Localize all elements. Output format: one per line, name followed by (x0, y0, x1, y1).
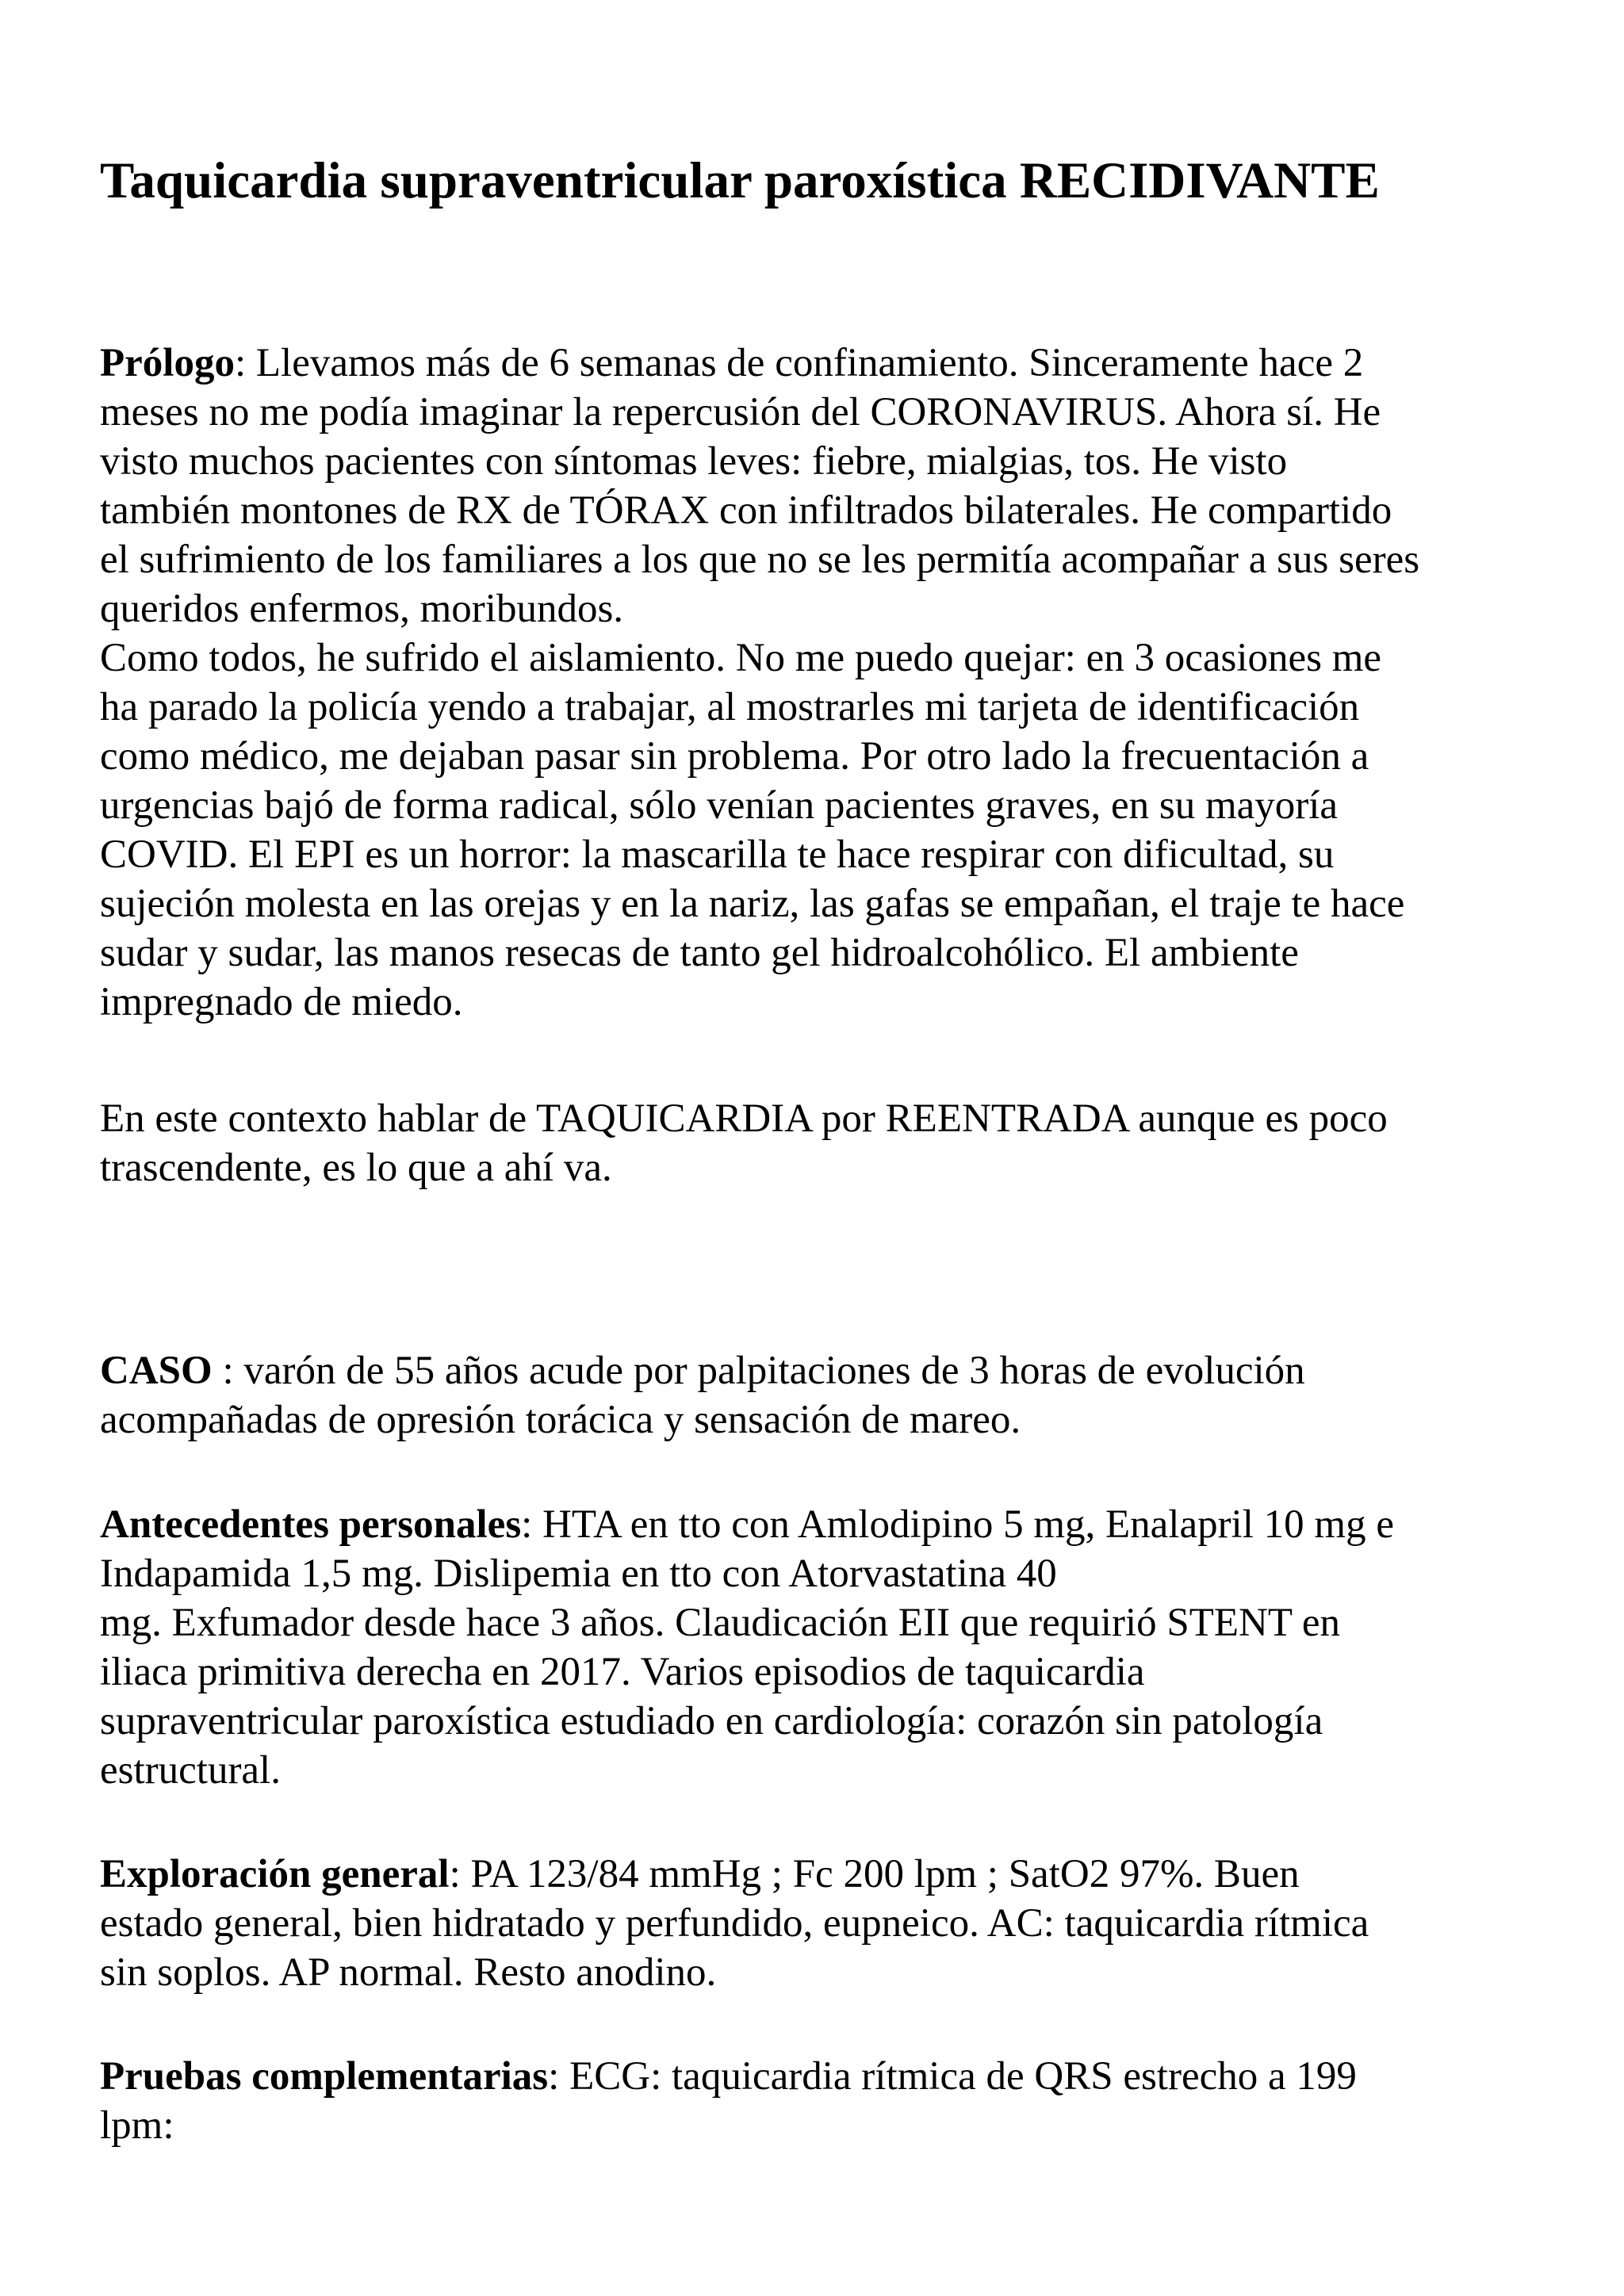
text-line: supraventricular paroxística estudiado en cardiología: corazón sin patología (100, 1699, 1323, 1743)
text-line: sin soplos. AP normal. Resto anodino. (100, 1950, 717, 1995)
pruebas-heading: Pruebas complementarias (100, 2054, 549, 2099)
text-line: acompañadas de opresión torácica y sensación de mareo. (100, 1398, 1021, 1442)
text-line: el sufrimiento de los familiares a los que no se les permitía acompañar a sus seres (100, 538, 1420, 582)
text-line: Prólogo: Llevamos más de 6 semanas de confinamiento. Sinceramente hace 2 (100, 341, 1364, 385)
text-line: Antecedentes personales: HTA en tto con Amlodipino 5 mg, Enalapril 10 mg e (100, 1502, 1394, 1547)
text-line: CASO : varón de 55 años acude por palpitaciones de 3 horas de evolución (100, 1349, 1305, 1393)
antecedentes-heading: Antecedentes personales (100, 1502, 522, 1547)
exploracion-paragraph (100, 1850, 1527, 1997)
text-line: COVID. El EPI es un horror: la mascarilla te hace respirar con dificultad, su (100, 832, 1335, 877)
text-line: como médico, me dejaban pasar sin problema. Por otro lado la frecuentación a (100, 734, 1369, 779)
text-line: Como todos, he sufrido el aislamiento. No me puedo quejar: en 3 ocasiones me (100, 636, 1382, 680)
text-line: visto muchos pacientes con síntomas leves: fiebre, mialgias, tos. He visto (100, 439, 1288, 484)
text-line: queridos enfermos, moribundos. (100, 587, 624, 631)
text-line: urgencias bajó de forma radical, sólo venían pacientes graves, en su mayoría (100, 783, 1339, 828)
text-line: impregnado de miedo. (100, 980, 463, 1024)
text-line: estructural. (100, 1748, 281, 1793)
text-line: también montones de RX de TÓRAX con infiltrados bilaterales. He compartido (100, 488, 1392, 533)
text-line: meses no me podía imaginar la repercusión del CORONAVIRUS. Ahora sí. He (100, 390, 1381, 434)
text-line: Indapamida 1,5 mg. Dislipemia en tto con Atorvastatina 40 (100, 1552, 1057, 1596)
text-line: sudar y sudar, las manos resecas de tanto gel hidroalcohólico. El ambiente (100, 931, 1299, 975)
pruebas-paragraph (100, 2052, 1527, 2150)
text-line: Pruebas complementarias: ECG: taquicardia rítmica de QRS estrecho a 199 (100, 2054, 1357, 2099)
text-line: En este contexto hablar de TAQUICARDIA por REENTRADA aunque es poco (100, 1096, 1388, 1141)
text-line: trascendente, es lo que a ahí va. (100, 1146, 612, 1190)
contexto-paragraph (100, 1094, 1527, 1192)
caso-heading: CASO (100, 1349, 213, 1393)
prologo-continuation-paragraph (100, 633, 1527, 1027)
text-line: estado general, bien hidratado y perfundido, eupneico. AC: taquicardia rítmica (100, 1901, 1369, 1946)
text-line: sujeción molesta en las orejas y en la nariz, las gafas se empañan, el traje te hace (100, 882, 1405, 926)
document-title: Taquicardia supraventricular paroxística RECIDIVANTE (100, 152, 1380, 209)
antecedentes-paragraph (100, 1500, 1527, 1795)
caso-paragraph (100, 1346, 1527, 1445)
text-line: lpm: (100, 2103, 174, 2148)
text-line: Exploración general: PA 123/84 mmHg ; Fc 200 lpm ; SatO2 97%. Buen (100, 1852, 1300, 1896)
text-line: mg. Exfumador desde hace 3 años. Claudicación EII que requirió STENT en (100, 1601, 1340, 1645)
prologo-heading: Prólogo (100, 341, 235, 385)
exploracion-heading: Exploración general (100, 1852, 450, 1896)
text-line: ha parado la policía yendo a trabajar, al mostrarles mi tarjeta de identificación (100, 685, 1360, 729)
text-line: iliaca primitiva derecha en 2017. Varios episodios de taquicardia (100, 1650, 1145, 1694)
prologo-paragraph (100, 339, 1527, 633)
